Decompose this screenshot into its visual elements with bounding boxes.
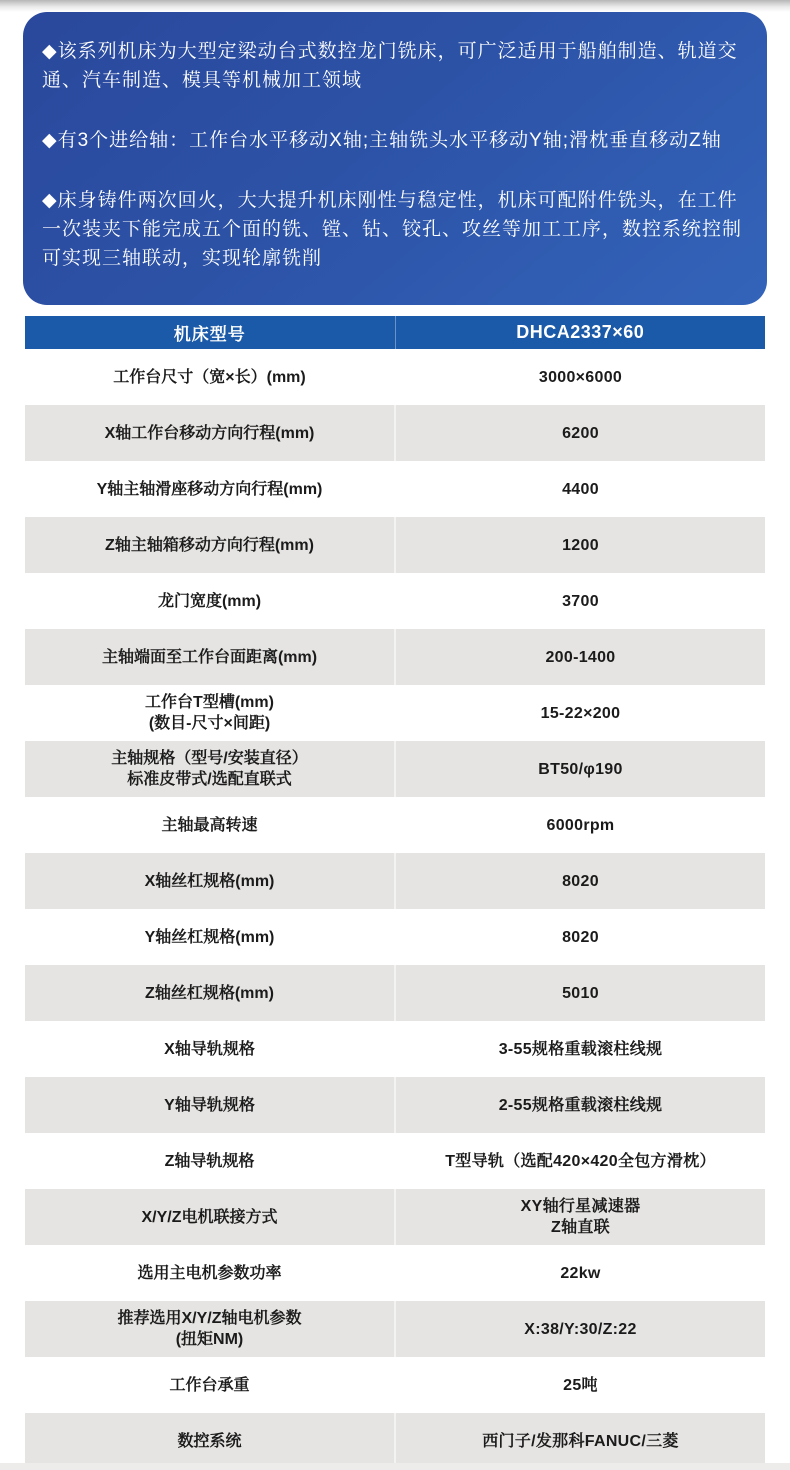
spec-table [25, 316, 765, 1469]
spec-param-value: 6200 [562, 424, 599, 442]
spec-param-value: 6000rpm [546, 816, 615, 834]
spec-param-name: 工作台尺寸（宽×长）(mm) [25, 349, 396, 405]
spec-param-name: 数控系统 [25, 1413, 396, 1469]
spec-table-header [25, 316, 765, 349]
spec-param-value: 8020 [562, 872, 599, 890]
spec-param-name: 选用主电机参数功率 [25, 1245, 396, 1301]
spec-param-value: 3000×6000 [538, 368, 623, 386]
spec-param-value: 22kw [560, 1264, 601, 1282]
spec-param-name: X轴导轨规格 [25, 1021, 396, 1077]
spec-param-value: 西门子/发那科FANUC/三菱 [482, 1432, 679, 1450]
spec-param-name: 龙门宽度(mm) [25, 573, 396, 629]
spec-row [25, 853, 765, 909]
spec-param-name: Y轴导轨规格 [25, 1077, 396, 1133]
spec-param-value: 3700 [562, 592, 599, 610]
spec-row [25, 1189, 765, 1245]
spec-param-name: 主轴端面至工作台面距离(mm) [25, 629, 396, 685]
bottom-edge-strip [0, 1463, 790, 1470]
product-intro-panel [23, 12, 767, 305]
spec-row [25, 741, 765, 797]
top-section-shadow [0, 0, 790, 12]
spec-row [25, 1245, 765, 1301]
spec-row [25, 1413, 765, 1469]
spec-row [25, 1301, 765, 1357]
spec-param-value: X:38/Y:30/Z:22 [524, 1320, 637, 1338]
spec-row [25, 1077, 765, 1133]
spec-param-name: 主轴最高转速 [25, 797, 396, 853]
spec-param-value: 15-22×200 [540, 704, 621, 722]
spec-row [25, 629, 765, 685]
spec-row [25, 1357, 765, 1413]
spec-param-name: 工作台承重 [25, 1357, 396, 1413]
spec-row [25, 405, 765, 461]
spec-param-value: 5010 [562, 984, 599, 1002]
spec-row [25, 517, 765, 573]
spec-param-name: Y轴丝杠规格(mm) [25, 909, 396, 965]
spec-table-body [25, 349, 765, 1469]
spec-param-value: 25吨 [563, 1376, 598, 1394]
spec-param-value: 4400 [562, 480, 599, 498]
spec-param-value: T型导轨（选配420×420全包方滑枕） [445, 1152, 716, 1170]
spec-row [25, 1021, 765, 1077]
spec-param-value: 200-1400 [545, 648, 616, 666]
spec-param-name: Z轴主轴箱移动方向行程(mm) [25, 517, 396, 573]
spec-param-value: XY轴行星减速器 Z轴直联 [520, 1198, 641, 1236]
spec-row [25, 685, 765, 741]
spec-param-name: 推荐选用X/Y/Z轴电机参数 (扭矩NM) [25, 1301, 396, 1357]
spec-param-value: 3-55规格重载滚柱线规 [498, 1040, 663, 1058]
spec-param-name: X/Y/Z电机联接方式 [25, 1189, 396, 1245]
spec-row [25, 909, 765, 965]
spec-row [25, 965, 765, 1021]
spec-row [25, 573, 765, 629]
intro-bullet-2: ◆有3个进给轴：工作台水平移动X轴;主轴铣头水平移动Y轴;滑枕垂直移动Z轴 [42, 130, 722, 151]
spec-param-name: Y轴主轴滑座移动方向行程(mm) [25, 461, 396, 517]
spec-param-name: X轴丝杠规格(mm) [25, 853, 396, 909]
header-model-number: DHCA2337×60 [516, 322, 645, 342]
spec-param-value: 8020 [562, 928, 599, 946]
spec-param-name: 工作台T型槽(mm) (数目-尺寸×间距) [25, 685, 396, 741]
spec-param-value: 2-55规格重载滚柱线规 [498, 1096, 663, 1114]
intro-bullet-3: ◆床身铸件两次回火，大大提升机床刚性与稳定性，机床可配附件铣头，在工件一次装夹下能完成五个面的铣、镗、钻、铰孔、攻丝等加工工序，数控系统控制可实现三轴联动，实现轮廓铣削 [42, 190, 743, 269]
spec-param-name: Z轴丝杠规格(mm) [25, 965, 396, 1021]
spec-row [25, 797, 765, 853]
spec-row [25, 461, 765, 517]
spec-param-name: Z轴导轨规格 [25, 1133, 396, 1189]
intro-bullet-1: ◆该系列机床为大型定梁动台式数控龙门铣床，可广泛适用于船舶制造、轨道交通、汽车制造、模具等机械加工领域 [42, 41, 738, 91]
spec-row [25, 1133, 765, 1189]
spec-param-value: 1200 [562, 536, 599, 554]
spec-param-name: 主轴规格（型号/安装直径） 标准皮带式/选配直联式 [25, 741, 396, 797]
header-param-label: 机床型号 [25, 316, 396, 349]
spec-param-value: BT50/φ190 [538, 760, 623, 778]
spec-row [25, 349, 765, 405]
spec-param-name: X轴工作台移动方向行程(mm) [25, 405, 396, 461]
